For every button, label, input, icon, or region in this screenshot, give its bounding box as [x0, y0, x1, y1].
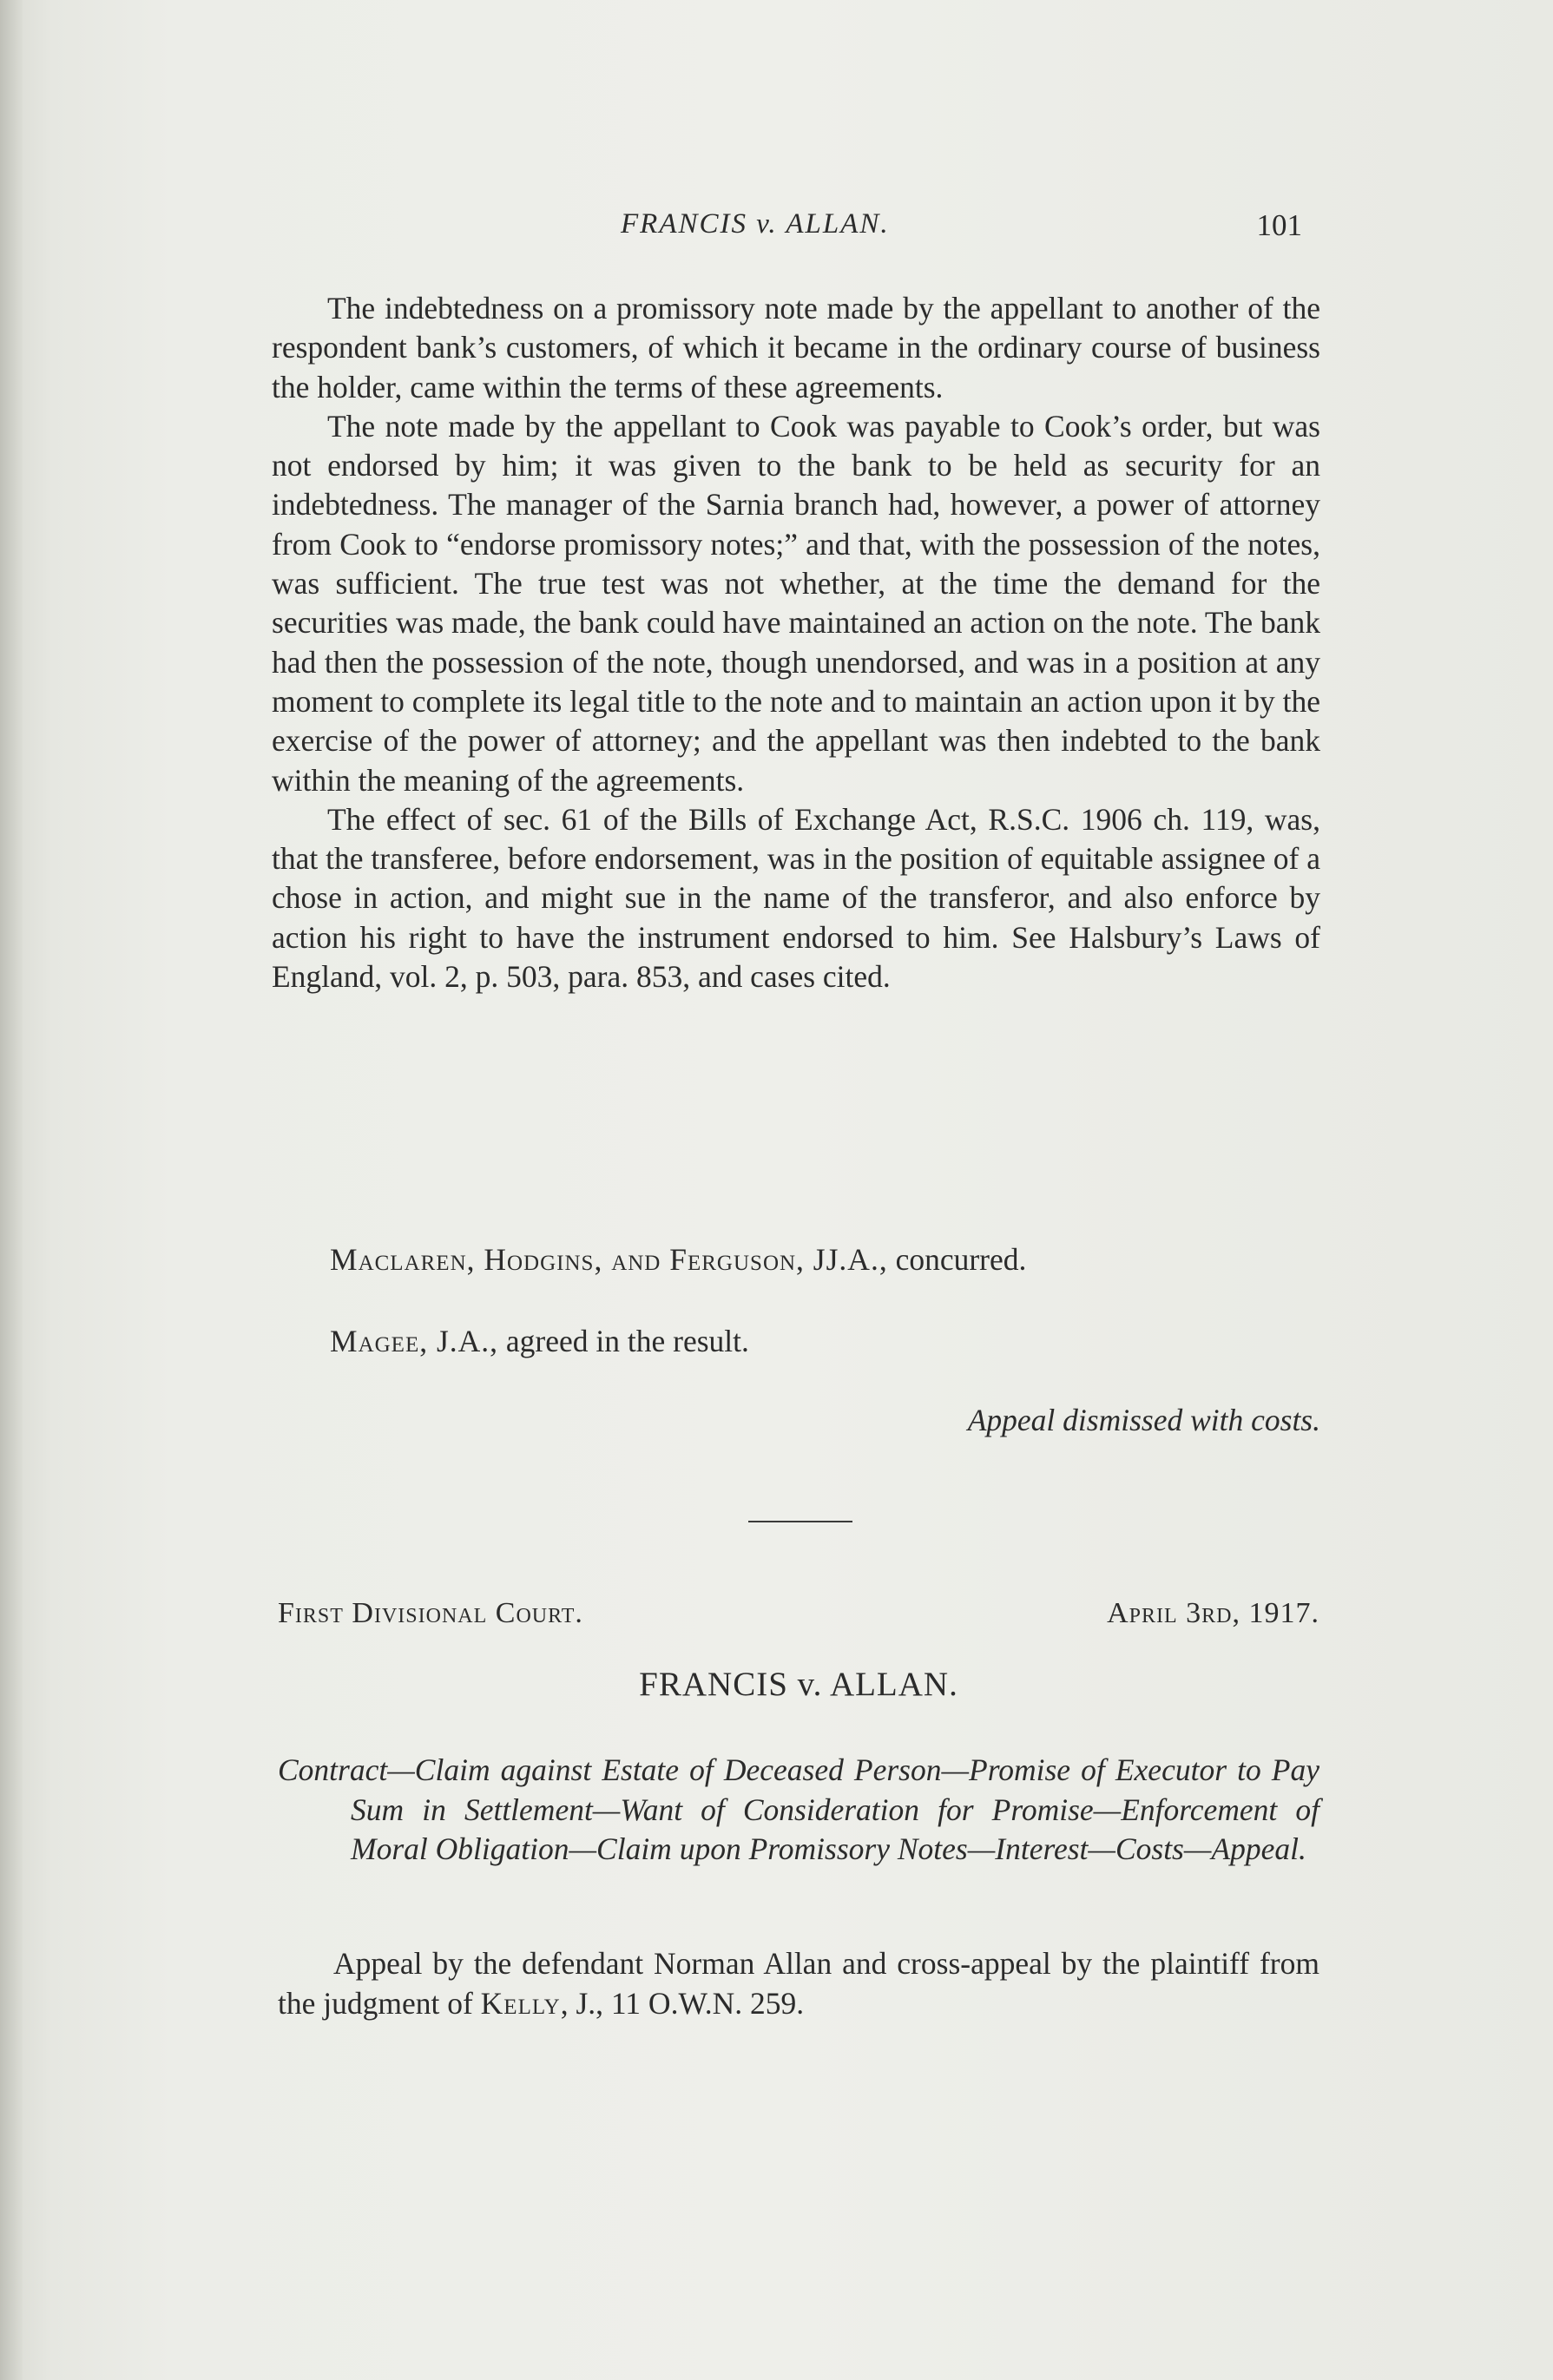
- paragraph: The indebtedness on a promissory note made by the appellant to another of the respondent bank’s customers, of which it became in the ordinary course of business the holder, came within the terms of these agreements.: [272, 291, 1320, 404]
- section-divider: [748, 1521, 852, 1522]
- appeal-citation: , J., 11 O.W.N. 259.: [560, 1985, 805, 2021]
- concurring-judges: Maclaren, Hodgins, and Ferguson, JJ.A.,: [330, 1242, 888, 1277]
- paragraph: The note made by the appellant to Cook was payable to Cook’s order, but was not endorsed by him; it was given to the bank to be held as security for an indebtedness. The manager of the Sarnia branch had, however, a power of attorney from Cook to “endorse promissory notes;” and that, with the possession of the notes, was sufficient. The true test was not whether, at the time the demand for the securities was made, the bank could have maintained an action on the note. The bank had then the possession of the note, though unendorsed, and was in a position at any moment to complete its legal title to the note and to maintain an action upon it by the exercise of the power of attorney; and the appellant was then indebted to the bank within the meaning of the agreements.: [272, 408, 1320, 798]
- concurrence-text: concurred.: [887, 1242, 1027, 1277]
- book-spine-shadow: [0, 0, 23, 2380]
- running-title: FRANCIS v. ALLAN.: [621, 208, 890, 240]
- concurrence-line: [330, 1241, 1026, 1278]
- agreeing-judge: Magee, J.A.,: [330, 1324, 499, 1358]
- judgment-body: [272, 289, 1320, 996]
- decision-date: April 3rd, 1917.: [1107, 1597, 1319, 1629]
- appeal-note: [278, 1944, 1319, 2023]
- headnote: Contract—Claim against Estate of Deceased Person—Promise of Executor to Pay Sum in Settlement—Want of Consideration for Promise—Enforcement of Moral Obligation—Claim upon Promissory Notes—Interest—Costs—Appeal.: [278, 1752, 1319, 1866]
- appeal-text: Appeal by the defendant Norman Allan and cross-appeal by the plaintiff from the judgment of: [278, 1946, 1319, 2021]
- agreement-text: agreed in the result.: [498, 1324, 749, 1358]
- court-name: First Divisional Court.: [278, 1597, 583, 1629]
- trial-judge: Kelly: [480, 1985, 561, 2021]
- paragraph: The effect of sec. 61 of the Bills of Exchange Act, R.S.C. 1906 ch. 119, was, that the transferee, before endorsement, was in the position of equitable assignee of a chose in action, and might sue in the name of the transferor, and also enforce by action his right to have the instrument endorsed to him. See Halsbury’s Laws of England, vol. 2, p. 503, para. 853, and cases cited.: [272, 801, 1320, 995]
- agreement-line: [330, 1323, 749, 1359]
- case-title: FRANCIS v. ALLAN.: [639, 1666, 958, 1703]
- disposition: Appeal dismissed with costs.: [967, 1403, 1320, 1437]
- page-number: 101: [1256, 208, 1302, 242]
- page-header: [278, 208, 1302, 260]
